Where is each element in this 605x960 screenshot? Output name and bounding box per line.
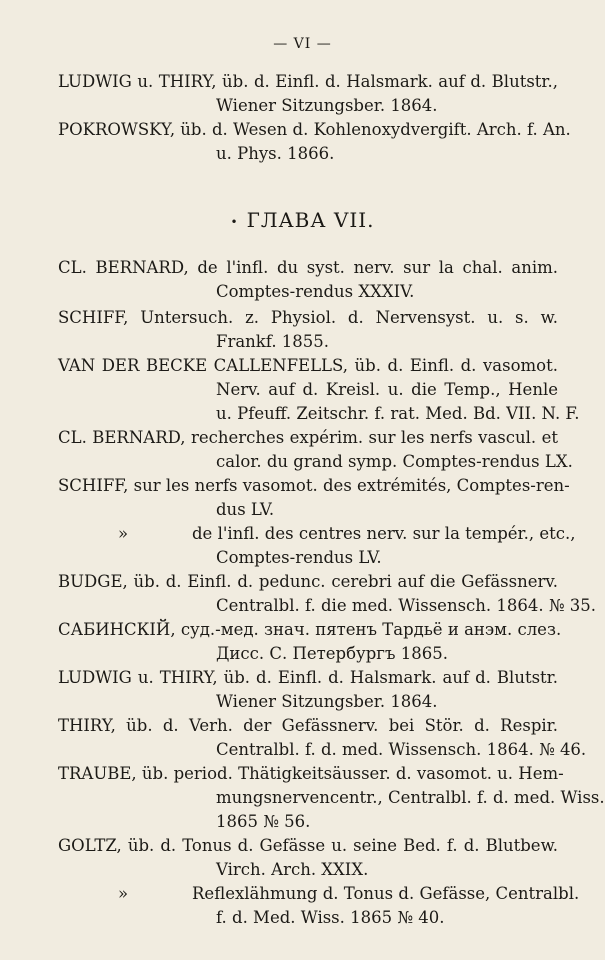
reference-entry [58, 474, 570, 522]
bullet-mark: • [230, 214, 239, 229]
reference-entry [58, 666, 558, 714]
page-number: — VI — [273, 36, 332, 52]
reference-line: Virch. Arch. XXIX. [216, 860, 369, 879]
reference-entry [58, 618, 562, 666]
reference-line: POKROWSKY, üb. d. Wesen d. Kohlenoxydvergift. Arch. f. An. [58, 120, 571, 139]
reference-line: 1865 № 56. [216, 812, 311, 831]
reference-line: SCHIFF, Untersuch. z. Physiol. d. Nervensyst. u. s. w. [58, 308, 558, 327]
reference-line: Centralbl. f. d. med. Wissensch. 1864. № 46. [216, 740, 587, 759]
reference-line: LUDWIG u. THIRY, üb. d. Einfl. d. Halsmark. auf d. Blutstr., [58, 72, 558, 91]
reference-line: u. Phys. 1866. [216, 144, 335, 163]
reference-entry [58, 118, 571, 166]
reference-line: f. d. Med. Wiss. 1865 № 40. [216, 908, 445, 927]
reference-line: mungsnervencentr., Centralbl. f. d. med. Wiss. [216, 788, 605, 807]
reference-line: САБИНСКІЙ, суд.-мед. знач. пятенъ Тардьё и анэм. слез. [58, 620, 562, 639]
reference-entry [58, 570, 596, 618]
reference-entry [58, 354, 580, 426]
reference-entry [58, 834, 558, 882]
reference-line: Wiener Sitzungsber. 1864. [216, 96, 438, 115]
reference-line: BUDGE, üb. d. Einfl. d. pedunc. cerebri auf die Gefässnerv. [58, 572, 558, 591]
reference-entry [58, 426, 573, 474]
reference-line: Reflexlähmung d. Tonus d. Gefässe, Centralbl. [192, 884, 580, 903]
reference-line: LUDWIG u. THIRY, üb. d. Einfl. d. Halsmark. auf d. Blutstr. [58, 668, 558, 687]
reference-line: Wiener Sitzungsber. 1864. [216, 692, 438, 711]
reference-entry [58, 522, 576, 570]
reference-line: THIRY, üb. d. Verh. der Gefässnerv. bei Stör. d. Respir. [58, 716, 558, 735]
reference-line: SCHIFF, sur les nerfs vasomot. des extrémités, Comptes-ren- [58, 476, 570, 495]
reference-line: CL. BERNARD, de l'infl. du syst. nerv. sur la chal. anim. [58, 258, 558, 277]
chapter-title: ГЛАВА VII. [246, 208, 375, 232]
reference-line: GOLTZ, üb. d. Tonus d. Gefässe u. seine Bed. f. d. Blutbew. [58, 836, 558, 855]
reference-entry [58, 714, 587, 762]
reference-entry [58, 70, 558, 118]
ditto-mark: » [118, 884, 129, 903]
reference-line: Nerv. auf d. Kreisl. u. die Temp., Henle [216, 380, 558, 399]
reference-entry [58, 762, 605, 834]
reference-line: Дисс. С. Петербургъ 1865. [216, 644, 448, 663]
chapter-heading [0, 208, 605, 232]
reference-line: calor. du grand symp. Comptes-rendus LX. [216, 452, 573, 471]
reference-line: CL. BERNARD, recherches expérim. sur les nerfs vascul. et [58, 428, 558, 447]
reference-line: Comptes-rendus XXXIV. [216, 282, 415, 301]
reference-line: Comptes-rendus LV. [216, 548, 382, 567]
reference-line: VAN DER BECKE CALLENFELLS, üb. d. Einfl. d. vasomot. [58, 356, 558, 375]
reference-entry [58, 882, 580, 930]
reference-line: dus LV. [216, 500, 275, 519]
reference-line: de l'infl. des centres nerv. sur la tempér., etc., [192, 524, 576, 543]
reference-line: TRAUBE, üb. period. Thätigkeitsäusser. d. vasomot. u. Hem- [58, 764, 564, 783]
reference-line: u. Pfeuff. Zeitschr. f. rat. Med. Bd. VII. N. F. [216, 404, 580, 423]
ditto-mark: » [118, 524, 129, 543]
reference-line: Frankf. 1855. [216, 332, 330, 351]
reference-entry [58, 256, 558, 304]
reference-entry [58, 306, 558, 354]
reference-line: Centralbl. f. die med. Wissensch. 1864. № 35. [216, 596, 596, 615]
